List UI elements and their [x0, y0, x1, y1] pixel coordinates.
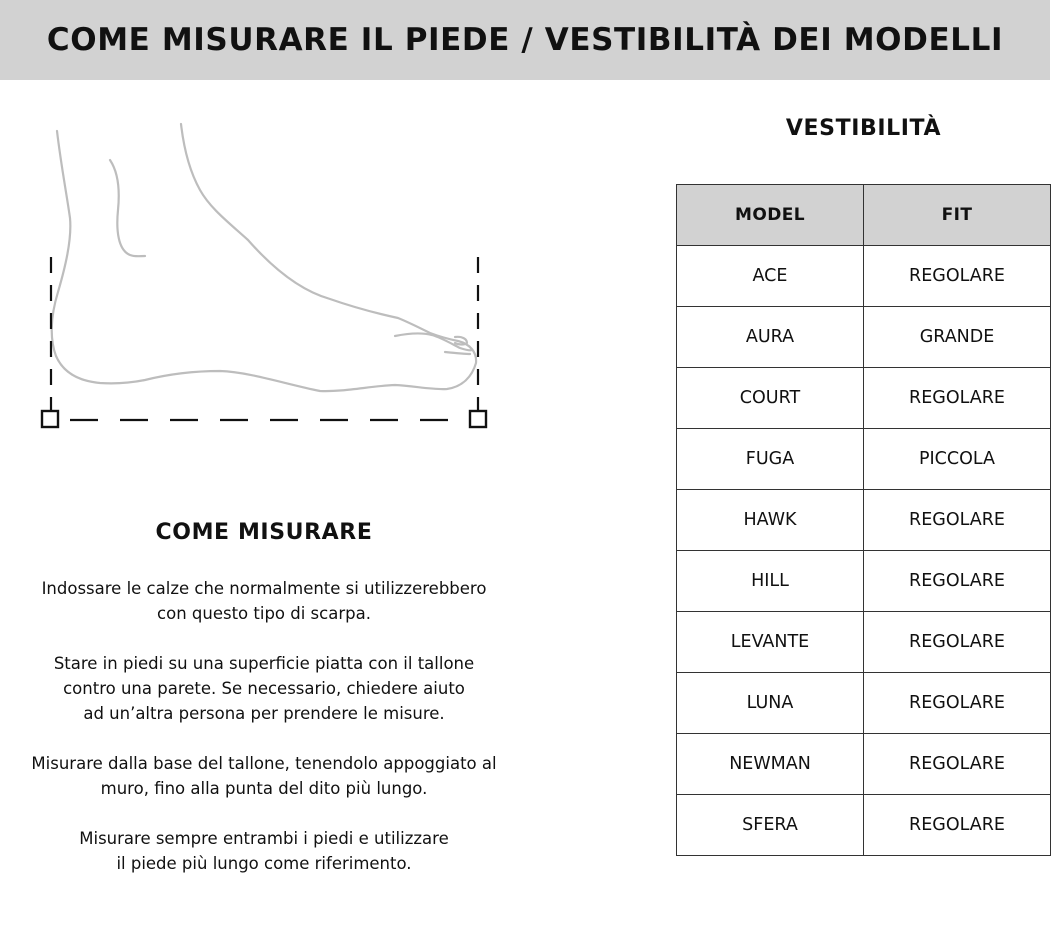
fit-section-title: VESTIBILITÀ [785, 116, 942, 141]
fit-cell: REGOLARE [864, 795, 1051, 856]
model-cell: HAWK [677, 490, 864, 551]
fit-cell: REGOLARE [864, 246, 1051, 307]
measure-section-title: COME MISURARE [155, 520, 373, 545]
fit-cell: GRANDE [864, 307, 1051, 368]
model-cell: LEVANTE [677, 612, 864, 673]
page-title: COME MISURARE IL PIEDE / VESTIBILITÀ DEI MODELLI [46, 22, 1004, 58]
measuring-guide [42, 257, 486, 427]
fit-cell: REGOLARE [864, 551, 1051, 612]
table-row [677, 734, 1051, 795]
table-row [677, 246, 1051, 307]
model-cell: FUGA [677, 429, 864, 490]
fit-cell: REGOLARE [864, 612, 1051, 673]
table-row [677, 612, 1051, 673]
column-header-fit: FIT [864, 185, 1051, 246]
measure-instructions [14, 576, 514, 901]
instruction-paragraph: Indossare le calze che normalmente si utilizzerebbero con questo tipo di scarpa. [41, 579, 487, 623]
table-row [677, 307, 1051, 368]
table-row [677, 551, 1051, 612]
foot-measurement-diagram [0, 100, 540, 460]
table-row [677, 795, 1051, 856]
model-cell: AURA [677, 307, 864, 368]
foot-outline-icon [52, 124, 476, 391]
table-row [677, 429, 1051, 490]
column-header-model: MODEL [677, 185, 864, 246]
fit-cell: REGOLARE [864, 734, 1051, 795]
fit-cell: PICCOLA [864, 429, 1051, 490]
instruction-paragraph: Misurare dalla base del tallone, tenendolo appoggiato al muro, fino alla punta del dito più lungo. [31, 754, 497, 798]
model-cell: COURT [677, 368, 864, 429]
model-cell: HILL [677, 551, 864, 612]
model-cell: ACE [677, 246, 864, 307]
model-cell: NEWMAN [677, 734, 864, 795]
table-row [677, 673, 1051, 734]
fit-cell: REGOLARE [864, 368, 1051, 429]
model-cell: LUNA [677, 673, 864, 734]
instruction-paragraph: Stare in piedi su una superficie piatta con il tallone contro una parete. Se necessario, chiedere aiuto ad un’altra persona per prendere le misure. [53, 654, 475, 723]
instruction-paragraph: Misurare sempre entrambi i piedi e utilizzare il piede più lungo come riferimento. [79, 829, 449, 873]
table-row [677, 368, 1051, 429]
fit-cell: REGOLARE [864, 673, 1051, 734]
fit-cell: REGOLARE [864, 490, 1051, 551]
table-row [677, 490, 1051, 551]
fit-table [676, 184, 1051, 856]
page-header [0, 0, 1050, 80]
model-cell: SFERA [677, 795, 864, 856]
table-header-row [677, 185, 1051, 246]
